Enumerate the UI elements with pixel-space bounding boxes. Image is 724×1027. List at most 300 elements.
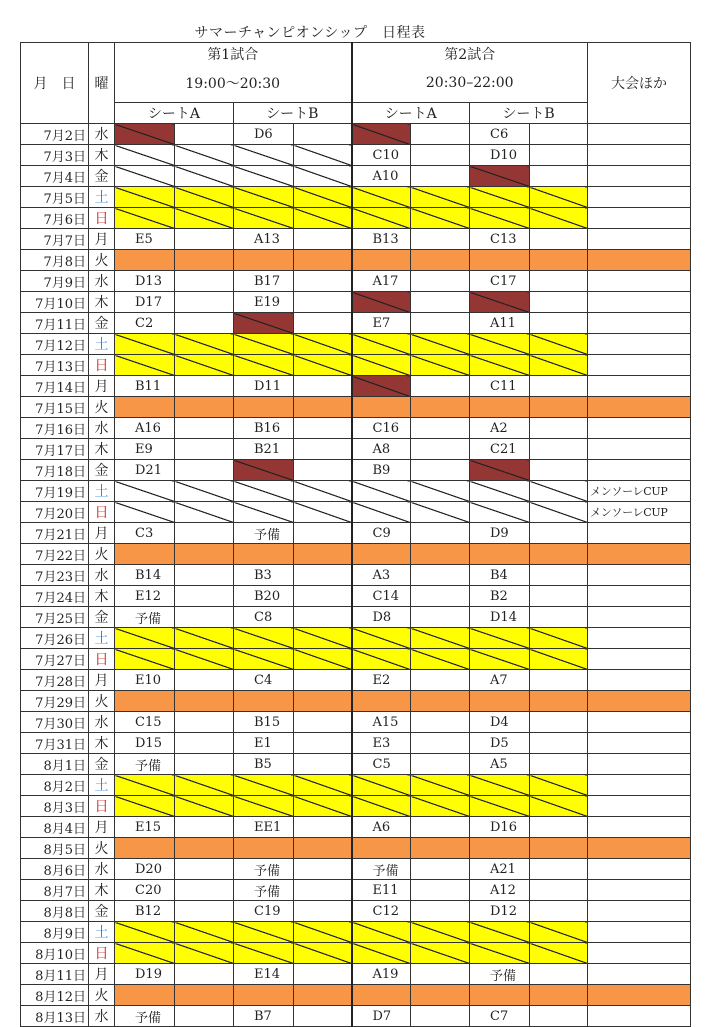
slot-cell bbox=[234, 691, 294, 712]
date-cell: 8月7日 bbox=[21, 880, 89, 901]
table-row bbox=[21, 670, 691, 691]
slot-side-cell bbox=[530, 859, 588, 880]
date-cell: 7月14日 bbox=[21, 376, 89, 397]
slot-side-cell bbox=[411, 691, 470, 712]
slot-side-cell bbox=[411, 733, 470, 754]
slot-cell bbox=[470, 691, 530, 712]
table-row bbox=[21, 418, 691, 439]
date-cell: 7月7日 bbox=[21, 229, 89, 250]
slot-side-cell bbox=[175, 376, 234, 397]
slot-side-cell bbox=[530, 649, 588, 670]
extra-cell bbox=[588, 628, 691, 649]
weekday-cell: 金 bbox=[89, 313, 115, 334]
table-row bbox=[21, 502, 691, 523]
slot-cell: 予備 bbox=[115, 607, 175, 628]
slot-cell: C6 bbox=[470, 124, 530, 145]
slot-cell: B4 bbox=[470, 565, 530, 586]
weekday-cell: 木 bbox=[89, 586, 115, 607]
header-row-1 bbox=[21, 43, 691, 65]
slot-side-cell bbox=[530, 229, 588, 250]
table-row bbox=[21, 355, 691, 376]
extra-cell bbox=[588, 712, 691, 733]
date-cell: 7月4日 bbox=[21, 166, 89, 187]
slot-cell: A21 bbox=[470, 859, 530, 880]
slot-side-cell bbox=[411, 250, 470, 271]
slot-cell: C20 bbox=[115, 880, 175, 901]
slot-side-cell bbox=[411, 670, 470, 691]
slot-side-cell bbox=[175, 397, 234, 418]
sheet-header: シートA bbox=[115, 103, 234, 124]
slot-side-cell bbox=[175, 124, 234, 145]
slot-side-cell bbox=[530, 733, 588, 754]
day-header: 曜 bbox=[89, 43, 115, 124]
slot-cell: D5 bbox=[470, 733, 530, 754]
date-cell: 7月21日 bbox=[21, 523, 89, 544]
slot-side-cell bbox=[530, 271, 588, 292]
slot-cell: E3 bbox=[352, 733, 411, 754]
extra-cell bbox=[588, 376, 691, 397]
table-row bbox=[21, 187, 691, 208]
slot-cell: A12 bbox=[470, 880, 530, 901]
extra-cell bbox=[588, 418, 691, 439]
slot-cell: B21 bbox=[234, 439, 294, 460]
slot-side-cell bbox=[294, 208, 352, 229]
slot-cell bbox=[115, 397, 175, 418]
slot-side-cell bbox=[411, 523, 470, 544]
slot-side-cell bbox=[530, 313, 588, 334]
extra-cell: メンソーレCUP bbox=[588, 481, 691, 502]
slot-side-cell bbox=[175, 922, 234, 943]
slot-cell: A3 bbox=[352, 565, 411, 586]
slot-cell bbox=[470, 502, 530, 523]
slot-cell bbox=[115, 691, 175, 712]
slot-side-cell bbox=[530, 334, 588, 355]
slot-cell: A13 bbox=[234, 229, 294, 250]
slot-side-cell bbox=[411, 859, 470, 880]
weekday-cell: 日 bbox=[89, 796, 115, 817]
slot-cell: A16 bbox=[115, 418, 175, 439]
slot-cell bbox=[470, 397, 530, 418]
slot-side-cell bbox=[175, 208, 234, 229]
slot-side-cell bbox=[294, 439, 352, 460]
slot-side-cell bbox=[294, 838, 352, 859]
slot-side-cell bbox=[294, 964, 352, 985]
slot-side-cell bbox=[530, 775, 588, 796]
slot-side-cell bbox=[294, 754, 352, 775]
slot-cell: C21 bbox=[470, 439, 530, 460]
slot-cell: B7 bbox=[234, 1006, 294, 1027]
slot-side-cell bbox=[411, 607, 470, 628]
slot-side-cell bbox=[530, 586, 588, 607]
table-row bbox=[21, 166, 691, 187]
slot-cell: C3 bbox=[115, 523, 175, 544]
slot-side-cell bbox=[294, 523, 352, 544]
slot-side-cell bbox=[175, 880, 234, 901]
slot-side-cell bbox=[530, 544, 588, 565]
slot-side-cell bbox=[530, 817, 588, 838]
slot-side-cell bbox=[175, 712, 234, 733]
slot-cell: 予備 bbox=[470, 964, 530, 985]
slot-cell bbox=[234, 796, 294, 817]
slot-side-cell bbox=[411, 439, 470, 460]
blocked-slot-cell bbox=[470, 292, 530, 313]
slot-side-cell bbox=[175, 187, 234, 208]
slot-cell bbox=[234, 985, 294, 1006]
slot-side-cell bbox=[294, 901, 352, 922]
slot-cell: A11 bbox=[470, 313, 530, 334]
slot-cell: D13 bbox=[115, 271, 175, 292]
slot-cell: A6 bbox=[352, 817, 411, 838]
slot-side-cell bbox=[294, 460, 352, 481]
extra-cell bbox=[588, 964, 691, 985]
extra-header: 大会ほか bbox=[588, 43, 691, 124]
extra-cell bbox=[588, 922, 691, 943]
slot-cell: D17 bbox=[115, 292, 175, 313]
slot-side-cell bbox=[294, 250, 352, 271]
date-cell: 7月23日 bbox=[21, 565, 89, 586]
slot-side-cell bbox=[411, 124, 470, 145]
date-cell: 8月4日 bbox=[21, 817, 89, 838]
slot-cell bbox=[115, 775, 175, 796]
date-cell: 7月6日 bbox=[21, 208, 89, 229]
date-cell: 7月13日 bbox=[21, 355, 89, 376]
slot-side-cell bbox=[175, 313, 234, 334]
sheet-header: シートB bbox=[234, 103, 352, 124]
slot-cell: D19 bbox=[115, 964, 175, 985]
slot-cell bbox=[115, 250, 175, 271]
table-row bbox=[21, 943, 691, 964]
slot-side-cell bbox=[175, 229, 234, 250]
slot-side-cell bbox=[411, 838, 470, 859]
slot-cell bbox=[352, 922, 411, 943]
slot-side-cell bbox=[294, 124, 352, 145]
slot-cell bbox=[352, 355, 411, 376]
table-row bbox=[21, 313, 691, 334]
slot-side-cell bbox=[175, 628, 234, 649]
weekday-cell: 火 bbox=[89, 544, 115, 565]
slot-side-cell bbox=[530, 964, 588, 985]
slot-side-cell bbox=[175, 460, 234, 481]
table-row bbox=[21, 229, 691, 250]
slot-cell bbox=[115, 544, 175, 565]
weekday-cell: 月 bbox=[89, 523, 115, 544]
slot-cell bbox=[352, 334, 411, 355]
table-row bbox=[21, 292, 691, 313]
table-row bbox=[21, 922, 691, 943]
blocked-slot-cell bbox=[234, 313, 294, 334]
date-cell: 8月12日 bbox=[21, 985, 89, 1006]
slot-cell bbox=[352, 943, 411, 964]
slot-side-cell bbox=[175, 985, 234, 1006]
date-cell: 7月19日 bbox=[21, 481, 89, 502]
weekday-cell: 月 bbox=[89, 817, 115, 838]
table-row bbox=[21, 208, 691, 229]
slot-side-cell bbox=[294, 817, 352, 838]
extra-cell bbox=[588, 565, 691, 586]
weekday-cell: 月 bbox=[89, 229, 115, 250]
table-row bbox=[21, 250, 691, 271]
table-row bbox=[21, 124, 691, 145]
date-cell: 8月8日 bbox=[21, 901, 89, 922]
weekday-cell: 日 bbox=[89, 502, 115, 523]
slot-cell: A7 bbox=[470, 670, 530, 691]
slot-side-cell bbox=[175, 355, 234, 376]
slot-side-cell bbox=[530, 208, 588, 229]
slot-side-cell bbox=[411, 922, 470, 943]
slot-cell bbox=[352, 691, 411, 712]
slot-cell bbox=[470, 838, 530, 859]
extra-cell bbox=[588, 985, 691, 1006]
slot-side-cell bbox=[294, 271, 352, 292]
slot-cell: C7 bbox=[470, 1006, 530, 1027]
slot-side-cell bbox=[530, 943, 588, 964]
slot-cell bbox=[115, 628, 175, 649]
table-row bbox=[21, 145, 691, 166]
weekday-cell: 土 bbox=[89, 187, 115, 208]
slot-side-cell bbox=[175, 670, 234, 691]
slot-side-cell bbox=[294, 397, 352, 418]
slot-side-cell bbox=[411, 187, 470, 208]
weekday-cell: 金 bbox=[89, 460, 115, 481]
slot-side-cell bbox=[411, 775, 470, 796]
table-row bbox=[21, 880, 691, 901]
slot-cell bbox=[470, 334, 530, 355]
slot-cell: B15 bbox=[234, 712, 294, 733]
slot-cell: E11 bbox=[352, 880, 411, 901]
slot-cell bbox=[234, 922, 294, 943]
slot-side-cell bbox=[411, 271, 470, 292]
table-row bbox=[21, 775, 691, 796]
slot-side-cell bbox=[530, 439, 588, 460]
game1-header: 第1試合 bbox=[115, 43, 352, 65]
slot-side-cell bbox=[294, 418, 352, 439]
slot-cell: D7 bbox=[352, 1006, 411, 1027]
extra-cell bbox=[588, 523, 691, 544]
extra-cell bbox=[588, 187, 691, 208]
weekday-cell: 日 bbox=[89, 649, 115, 670]
slot-side-cell bbox=[175, 796, 234, 817]
extra-cell bbox=[588, 838, 691, 859]
slot-cell: EE1 bbox=[234, 817, 294, 838]
slot-side-cell bbox=[411, 901, 470, 922]
slot-cell: B20 bbox=[234, 586, 294, 607]
slot-cell: C10 bbox=[352, 145, 411, 166]
slot-cell bbox=[470, 187, 530, 208]
table-row bbox=[21, 376, 691, 397]
slot-side-cell bbox=[530, 607, 588, 628]
slot-side-cell bbox=[175, 1006, 234, 1027]
slot-side-cell bbox=[175, 754, 234, 775]
slot-side-cell bbox=[530, 691, 588, 712]
slot-cell: 予備 bbox=[234, 859, 294, 880]
extra-cell bbox=[588, 544, 691, 565]
table-row bbox=[21, 481, 691, 502]
slot-cell: C13 bbox=[470, 229, 530, 250]
table-row bbox=[21, 439, 691, 460]
schedule-body bbox=[21, 124, 691, 1027]
slot-side-cell bbox=[294, 229, 352, 250]
slot-cell bbox=[352, 796, 411, 817]
slot-cell bbox=[115, 649, 175, 670]
extra-cell bbox=[588, 208, 691, 229]
slot-side-cell bbox=[411, 355, 470, 376]
weekday-cell: 火 bbox=[89, 691, 115, 712]
weekday-cell: 日 bbox=[89, 943, 115, 964]
slot-cell: D10 bbox=[470, 145, 530, 166]
slot-side-cell bbox=[411, 544, 470, 565]
slot-side-cell bbox=[411, 502, 470, 523]
extra-cell bbox=[588, 670, 691, 691]
slot-side-cell bbox=[175, 166, 234, 187]
slot-side-cell bbox=[175, 250, 234, 271]
slot-cell bbox=[115, 334, 175, 355]
slot-side-cell bbox=[530, 187, 588, 208]
weekday-cell: 月 bbox=[89, 376, 115, 397]
slot-side-cell bbox=[175, 586, 234, 607]
game2-time: 20:30–22:00 bbox=[352, 65, 588, 103]
slot-cell: D9 bbox=[470, 523, 530, 544]
weekday-cell: 水 bbox=[89, 418, 115, 439]
extra-cell bbox=[588, 292, 691, 313]
slot-cell bbox=[470, 922, 530, 943]
slot-cell bbox=[352, 649, 411, 670]
date-cell: 8月13日 bbox=[21, 1006, 89, 1027]
slot-cell: E9 bbox=[115, 439, 175, 460]
extra-cell bbox=[588, 460, 691, 481]
slot-side-cell bbox=[411, 229, 470, 250]
extra-cell bbox=[588, 754, 691, 775]
slot-cell bbox=[234, 628, 294, 649]
slot-side-cell bbox=[175, 943, 234, 964]
slot-side-cell bbox=[411, 145, 470, 166]
slot-cell bbox=[234, 838, 294, 859]
slot-cell: C19 bbox=[234, 901, 294, 922]
slot-side-cell bbox=[175, 817, 234, 838]
slot-side-cell bbox=[530, 481, 588, 502]
slot-side-cell bbox=[530, 1006, 588, 1027]
slot-cell bbox=[352, 775, 411, 796]
extra-cell bbox=[588, 124, 691, 145]
slot-cell bbox=[234, 397, 294, 418]
slot-cell bbox=[115, 187, 175, 208]
sheet-header: シートA bbox=[352, 103, 470, 124]
blocked-slot-cell bbox=[115, 124, 175, 145]
slot-side-cell bbox=[411, 586, 470, 607]
slot-side-cell bbox=[411, 481, 470, 502]
date-cell: 7月2日 bbox=[21, 124, 89, 145]
slot-side-cell bbox=[175, 733, 234, 754]
slot-cell: D16 bbox=[470, 817, 530, 838]
weekday-cell: 土 bbox=[89, 628, 115, 649]
extra-cell bbox=[588, 166, 691, 187]
slot-cell bbox=[115, 208, 175, 229]
slot-side-cell bbox=[411, 880, 470, 901]
date-cell: 7月28日 bbox=[21, 670, 89, 691]
slot-side-cell bbox=[530, 523, 588, 544]
slot-side-cell bbox=[294, 187, 352, 208]
slot-side-cell bbox=[175, 691, 234, 712]
slot-side-cell bbox=[294, 376, 352, 397]
weekday-cell: 土 bbox=[89, 922, 115, 943]
slot-side-cell bbox=[530, 292, 588, 313]
slot-side-cell bbox=[175, 271, 234, 292]
slot-side-cell bbox=[530, 901, 588, 922]
slot-cell: C9 bbox=[352, 523, 411, 544]
slot-side-cell bbox=[175, 775, 234, 796]
table-row bbox=[21, 838, 691, 859]
game1-time: 19:00～20:30 bbox=[115, 65, 352, 103]
extra-cell bbox=[588, 943, 691, 964]
slot-side-cell bbox=[294, 922, 352, 943]
slot-side-cell bbox=[530, 880, 588, 901]
slot-side-cell bbox=[175, 502, 234, 523]
slot-side-cell bbox=[175, 859, 234, 880]
date-cell: 7月20日 bbox=[21, 502, 89, 523]
slot-cell: A8 bbox=[352, 439, 411, 460]
slot-side-cell bbox=[175, 439, 234, 460]
slot-cell: C5 bbox=[352, 754, 411, 775]
slot-side-cell bbox=[175, 565, 234, 586]
schedule-table bbox=[20, 42, 691, 1027]
date-cell: 7月25日 bbox=[21, 607, 89, 628]
slot-cell: B11 bbox=[115, 376, 175, 397]
slot-side-cell bbox=[175, 649, 234, 670]
blocked-slot-cell bbox=[352, 124, 411, 145]
date-cell: 8月2日 bbox=[21, 775, 89, 796]
extra-cell bbox=[588, 880, 691, 901]
weekday-cell: 土 bbox=[89, 775, 115, 796]
slot-side-cell bbox=[294, 649, 352, 670]
slot-cell: E19 bbox=[234, 292, 294, 313]
slot-side-cell bbox=[175, 334, 234, 355]
slot-cell: A15 bbox=[352, 712, 411, 733]
slot-side-cell bbox=[411, 964, 470, 985]
date-cell: 8月1日 bbox=[21, 754, 89, 775]
slot-cell: D8 bbox=[352, 607, 411, 628]
weekday-cell: 月 bbox=[89, 964, 115, 985]
slot-cell: E12 bbox=[115, 586, 175, 607]
slot-side-cell bbox=[530, 166, 588, 187]
slot-cell: D4 bbox=[470, 712, 530, 733]
slot-side-cell bbox=[294, 733, 352, 754]
slot-side-cell bbox=[411, 418, 470, 439]
table-row bbox=[21, 817, 691, 838]
slot-cell bbox=[115, 796, 175, 817]
slot-side-cell bbox=[294, 1006, 352, 1027]
slot-cell: B9 bbox=[352, 460, 411, 481]
slot-side-cell bbox=[411, 397, 470, 418]
extra-cell bbox=[588, 691, 691, 712]
slot-side-cell bbox=[294, 880, 352, 901]
slot-side-cell bbox=[175, 292, 234, 313]
slot-cell: A10 bbox=[352, 166, 411, 187]
slot-side-cell bbox=[294, 313, 352, 334]
slot-cell: C16 bbox=[352, 418, 411, 439]
slot-side-cell bbox=[294, 607, 352, 628]
document-title: サマーチャンピオンシップ 日程表 bbox=[194, 25, 426, 41]
slot-cell: C12 bbox=[352, 901, 411, 922]
weekday-cell: 木 bbox=[89, 439, 115, 460]
extra-cell bbox=[588, 733, 691, 754]
slot-cell: D12 bbox=[470, 901, 530, 922]
date-cell: 7月9日 bbox=[21, 271, 89, 292]
slot-side-cell bbox=[530, 124, 588, 145]
slot-cell: A19 bbox=[352, 964, 411, 985]
slot-cell: B5 bbox=[234, 754, 294, 775]
slot-cell: A17 bbox=[352, 271, 411, 292]
sheet-header: シートB bbox=[470, 103, 588, 124]
slot-side-cell bbox=[294, 502, 352, 523]
